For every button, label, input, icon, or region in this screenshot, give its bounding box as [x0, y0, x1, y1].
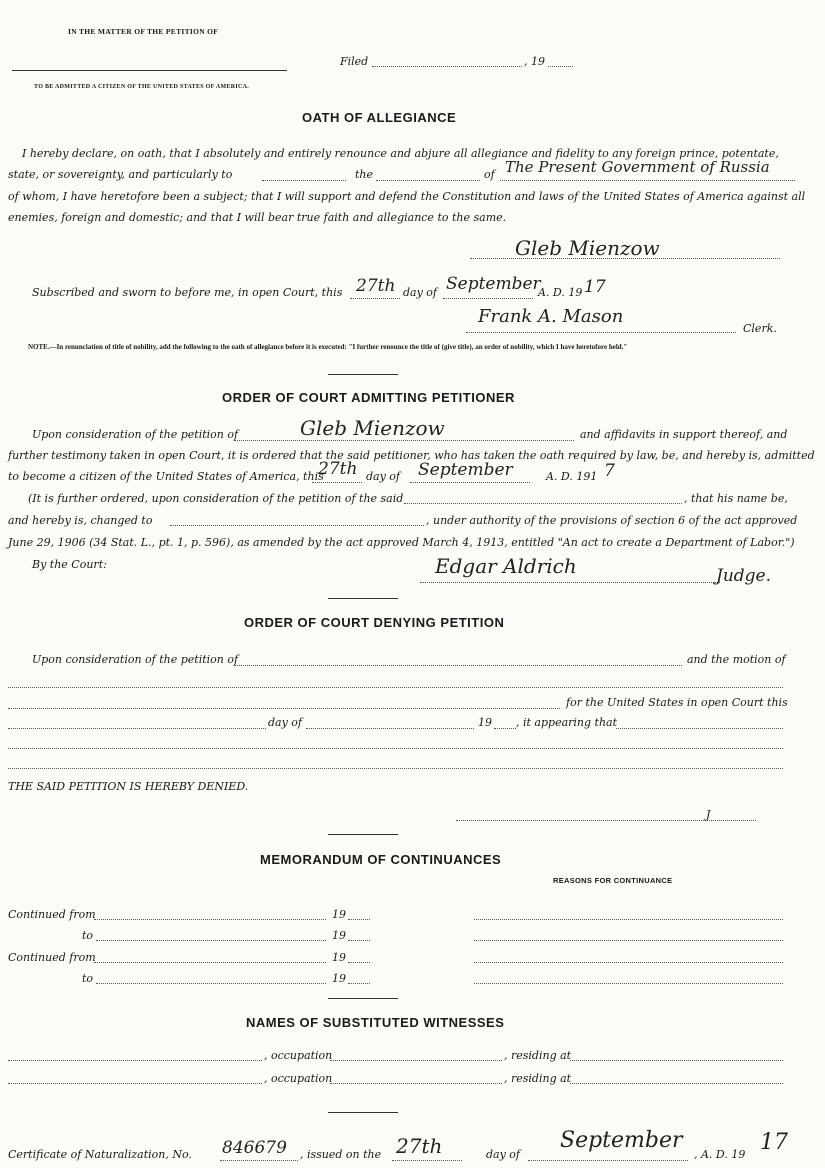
- oath-line-3: of whom, I have heretofore been a subject; that I will support and defend the Constitution and laws of the United States of America against all: [8, 190, 806, 203]
- filed-date-line: [372, 66, 522, 67]
- continuance-label: to: [82, 972, 94, 985]
- continuance-reason-line: [474, 919, 783, 920]
- subscribed-ad: A. D. 19: [538, 286, 583, 299]
- oath-line-2b: the: [355, 168, 374, 181]
- certificate-day-value: 27th: [396, 1134, 443, 1158]
- continuance-label: to: [82, 929, 94, 942]
- judge-label: Judge.: [716, 566, 771, 586]
- continuance-date-line: [96, 983, 326, 984]
- subscribed-month-value: September: [446, 274, 541, 294]
- witness-residing-line: [570, 1083, 783, 1084]
- admitting-year-value: 7: [604, 461, 615, 481]
- witnesses-title: NAMES OF SUBSTITUTED WITNESSES: [246, 1015, 505, 1030]
- section-divider-3: [328, 834, 398, 835]
- section-divider-1: [328, 374, 398, 375]
- continuance-year: 19: [332, 929, 346, 942]
- denying-petitioner-line: [234, 665, 682, 666]
- admitting-day-line: [312, 482, 362, 483]
- subscribed-year-value: 17: [584, 277, 606, 297]
- admitting-line-4b: , that his name be,: [684, 492, 788, 505]
- admitting-line-3a: to become a citizen of the United States of America, this: [8, 470, 324, 483]
- subscribed-month-line: [443, 298, 533, 299]
- admitting-line-1a: Upon consideration of the petition of: [32, 428, 239, 441]
- admitting-line-6: June 29, 1906 (34 Stat. L., pt. 1, p. 596), as amended by the act approved March 4, 1913, entitled "An act to create a Department of Labor."): [8, 536, 795, 549]
- oath-line-2c: of: [484, 168, 495, 181]
- certificate-month-line: [528, 1160, 688, 1161]
- clerk-signature: Frank A. Mason: [478, 306, 624, 327]
- section-divider-5: [328, 1112, 398, 1113]
- admitting-line-5b: , under authority of the provisions of section 6 of the act approved: [426, 514, 798, 527]
- oath-place-line: [376, 180, 480, 181]
- admitting-line-5a: and hereby is, changed to: [8, 514, 153, 527]
- denying-blank-line-3: [8, 768, 783, 769]
- admitting-line-3b: day of: [366, 470, 401, 483]
- certificate-day-of: day of: [486, 1148, 521, 1161]
- continuance-year: 19: [332, 951, 346, 964]
- continuance-date-line: [94, 919, 326, 920]
- sovereign-handwritten: The Present Government of Russia: [505, 158, 770, 176]
- continuance-label: Continued from: [8, 908, 96, 921]
- certificate-number-line: [220, 1160, 298, 1161]
- certificate-year-value: 17: [760, 1130, 788, 1155]
- subscribed-label: Subscribed and sworn to before me, in open Court, this: [32, 286, 343, 299]
- admitting-month-line: [410, 482, 530, 483]
- filed-label: Filed: [340, 55, 369, 68]
- admitting-line-4a: (It is further ordered, upon consideration of the petition of the said: [28, 492, 404, 505]
- continuance-label: Continued from: [8, 951, 96, 964]
- certificate-number: 846679: [222, 1138, 287, 1158]
- petition-matter-label: IN THE MATTER OF THE PETITION OF: [68, 27, 219, 36]
- clerk-label: Clerk.: [743, 322, 777, 335]
- denying-appearing-line: [616, 728, 783, 729]
- oath-line-1: I hereby declare, on oath, that I absolutely and entirely renounce and abjure all allegiance and fidelity to any foreign prince, potentate,: [22, 147, 779, 160]
- continuance-year-line: [348, 940, 370, 941]
- continuance-date-line: [96, 940, 326, 941]
- denying-year-line: [494, 728, 516, 729]
- denying-month-line: [306, 728, 474, 729]
- denied-statement: THE SAID PETITION IS HEREBY DENIED.: [8, 780, 249, 793]
- filed-year-label: , 19: [524, 55, 545, 68]
- continuance-reason-line: [474, 962, 783, 963]
- denying-line-1a: Upon consideration of the petition of: [32, 653, 239, 666]
- continuance-date-line: [94, 962, 326, 963]
- judge-signature: Edgar Aldrich: [435, 554, 577, 578]
- continuance-year: 19: [332, 972, 346, 985]
- denying-counsel-line: [8, 708, 560, 709]
- denying-line-2: for the United States in open Court this: [566, 696, 788, 709]
- subscribed-day-line: [350, 298, 400, 299]
- denying-judge-suffix: J: [706, 808, 711, 821]
- oath-title: OATH OF ALLEGIANCE: [302, 110, 457, 125]
- denying-day-line: [8, 728, 266, 729]
- continuance-reason-line: [474, 940, 783, 941]
- admitting-day-value: 27th: [318, 459, 358, 479]
- subscribed-day-of: day of: [403, 286, 438, 299]
- admission-caption: TO BE ADMITTED A CITIZEN OF THE UNITED STATES OF AMERICA.: [34, 84, 250, 90]
- continuance-year-line: [348, 962, 370, 963]
- denying-line-3c: , it appearing that: [516, 716, 618, 729]
- certificate-issued-label: , issued on the: [300, 1148, 382, 1161]
- petitioner-name-line: [12, 70, 287, 71]
- denying-line-1b: and the motion of: [687, 653, 786, 666]
- witness-occupation-line: [330, 1060, 502, 1061]
- admitting-title: ORDER OF COURT ADMITTING PETITIONER: [222, 390, 515, 405]
- continuance-year-line: [348, 919, 370, 920]
- judge-signature-line: [420, 582, 720, 583]
- admitting-line-1b: and affidavits in support thereof, and: [580, 428, 788, 441]
- admitting-said-line: [404, 503, 682, 504]
- witness-residing-label: , residing at: [504, 1072, 572, 1085]
- section-divider-2: [328, 598, 398, 599]
- witness-residing-label: , residing at: [504, 1049, 572, 1062]
- denying-blank-line-1: [8, 687, 783, 688]
- oath-line-4: enemies, foreign and domestic; and that I will bear true faith and allegiance to the same.: [8, 211, 507, 224]
- oath-line-2a: state, or sovereignty, and particularly to: [8, 168, 233, 181]
- admitting-petitioner-line: [234, 440, 574, 441]
- by-court-label: By the Court:: [32, 558, 107, 571]
- certificate-month-value: September: [560, 1128, 683, 1153]
- denying-line-3a: day of: [268, 716, 303, 729]
- petitioner-signature: Gleb Mienzow: [515, 236, 660, 260]
- oath-title-line: [262, 180, 346, 181]
- denying-judge-line: [456, 820, 756, 821]
- continuance-reason-line: [474, 983, 783, 984]
- witness-occupation-label: , occupation: [264, 1072, 333, 1085]
- witness-occupation-label: , occupation: [264, 1049, 333, 1062]
- continuance-year: 19: [332, 908, 346, 921]
- denying-blank-line-2: [8, 748, 783, 749]
- subscribed-day-value: 27th: [356, 276, 396, 296]
- oath-sovereign-line: [500, 180, 795, 181]
- denying-line-3b: 19: [478, 716, 492, 729]
- certificate-label: Certificate of Naturalization, No.: [8, 1148, 192, 1161]
- admitting-line-3c: A. D. 191: [546, 470, 598, 483]
- witness-name-line: [8, 1060, 262, 1061]
- certificate-day-line: [392, 1160, 462, 1161]
- admitting-month-value: September: [418, 460, 513, 480]
- admitting-petitioner-value: Gleb Mienzow: [300, 416, 445, 440]
- reasons-header: REASONS FOR CONTINUANCE: [553, 876, 673, 885]
- admitting-line-2: further testimony taken in open Court, it is ordered that the said petitioner, who has taken the oath required by law, be, and hereby is, admitted: [8, 449, 815, 462]
- witness-name-line: [8, 1083, 262, 1084]
- denying-title: ORDER OF COURT DENYING PETITION: [244, 615, 505, 630]
- filed-year-line: [548, 66, 573, 67]
- continuance-year-line: [348, 983, 370, 984]
- clerk-signature-line: [466, 332, 736, 333]
- nobility-note: NOTE.—In renunciation of title of nobility, add the following to the oath of allegiance before it is executed: "I further renounce the title of (give title), an order of nobility, which I have heretofore held.": [28, 343, 628, 351]
- certificate-ad: , A. D. 19: [694, 1148, 746, 1161]
- admitting-changed-line: [170, 525, 424, 526]
- witness-residing-line: [570, 1060, 783, 1061]
- witness-occupation-line: [330, 1083, 502, 1084]
- section-divider-4: [328, 998, 398, 999]
- continuances-title: MEMORANDUM OF CONTINUANCES: [260, 852, 502, 867]
